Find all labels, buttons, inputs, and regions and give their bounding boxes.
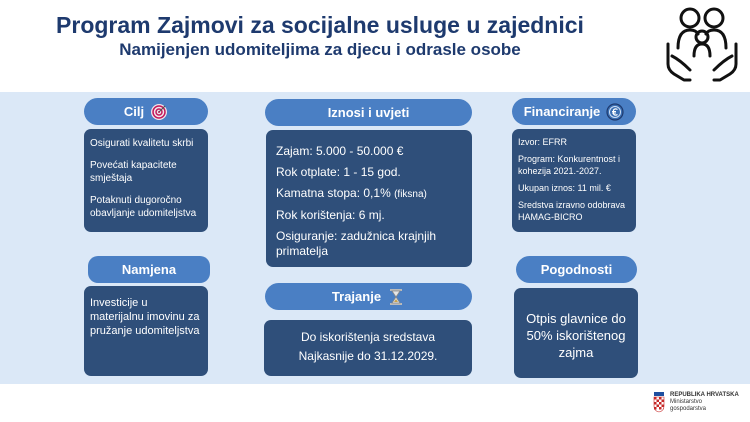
list-item: Rok otplate: 1 - 15 god. (276, 165, 401, 179)
list-item: Osiguranje: zadužnica krajnjih primatelja (276, 229, 437, 258)
list-item: Povećati kapacitete smještaja (90, 160, 177, 184)
list-item: Rok korištenja: 6 mj. (276, 208, 385, 222)
list-item: Izvor: EFRR (518, 137, 568, 147)
namjena-text: Investicije u materijalnu imovinu za pružanje udomiteljstva (90, 297, 200, 337)
page-subtitle: Namijenjen udomiteljima za djecu i odrasle osobe (119, 40, 521, 59)
namjena-label: Namjena (88, 256, 210, 283)
footer-line-2: Ministarstvo (670, 399, 703, 405)
kamata-note: (fiksna) (394, 189, 427, 200)
list-item: Sredstva izravno odobrava HAMAG-BICRO (518, 200, 626, 222)
pogodnosti-box (514, 288, 638, 378)
trajanje-line-1: Do iskorištenja sredstava (300, 330, 436, 344)
pogodnosti-text: Otpis glavnice do 50% iskorištenog zajma (526, 311, 626, 360)
pogodnosti-label: Pogodnosti (516, 256, 637, 283)
namjena-box (84, 286, 208, 376)
cilj-box (84, 129, 208, 232)
iznosi-label: Iznosi i uvjeti (265, 99, 472, 126)
financiranje-box (512, 129, 636, 232)
footer-line-3: gospodarstva (670, 406, 707, 412)
euro-coin-icon (606, 103, 624, 121)
footer-line-1: REPUBLIKA HRVATSKA (670, 392, 739, 398)
list-item: Potaknuti dugoročno obavljanje udomiteljstva (90, 195, 197, 219)
trajanje-box (264, 320, 472, 376)
list-item: Osigurati kvalitetu skrbi (90, 138, 194, 149)
financiranje-label: Financiranje (512, 98, 636, 125)
page-title: Program Zajmovi za socijalne usluge u zajednici (56, 12, 584, 38)
family-hands-icon (664, 4, 740, 84)
iznosi-box (266, 130, 472, 267)
ministry-footer (670, 392, 739, 413)
hourglass-icon (387, 288, 405, 306)
list-item: Program: Konkurentnost i kohezija 2021.-2027. (518, 154, 621, 176)
cilj-label: Cilj (84, 98, 208, 125)
trajanje-line-2: Najkasnije do 31.12.2029. (298, 349, 438, 363)
list-item: Kamatna stopa: 0,1% (fiksna) (276, 186, 427, 200)
list-item: Ukupan iznos: 11 mil. € (518, 183, 611, 193)
croatia-coat-of-arms-icon (653, 391, 665, 413)
trajanje-label: Trajanje (265, 283, 472, 310)
target-icon (150, 103, 168, 121)
list-item: Zajam: 5.000 - 50.000 € (276, 144, 404, 158)
